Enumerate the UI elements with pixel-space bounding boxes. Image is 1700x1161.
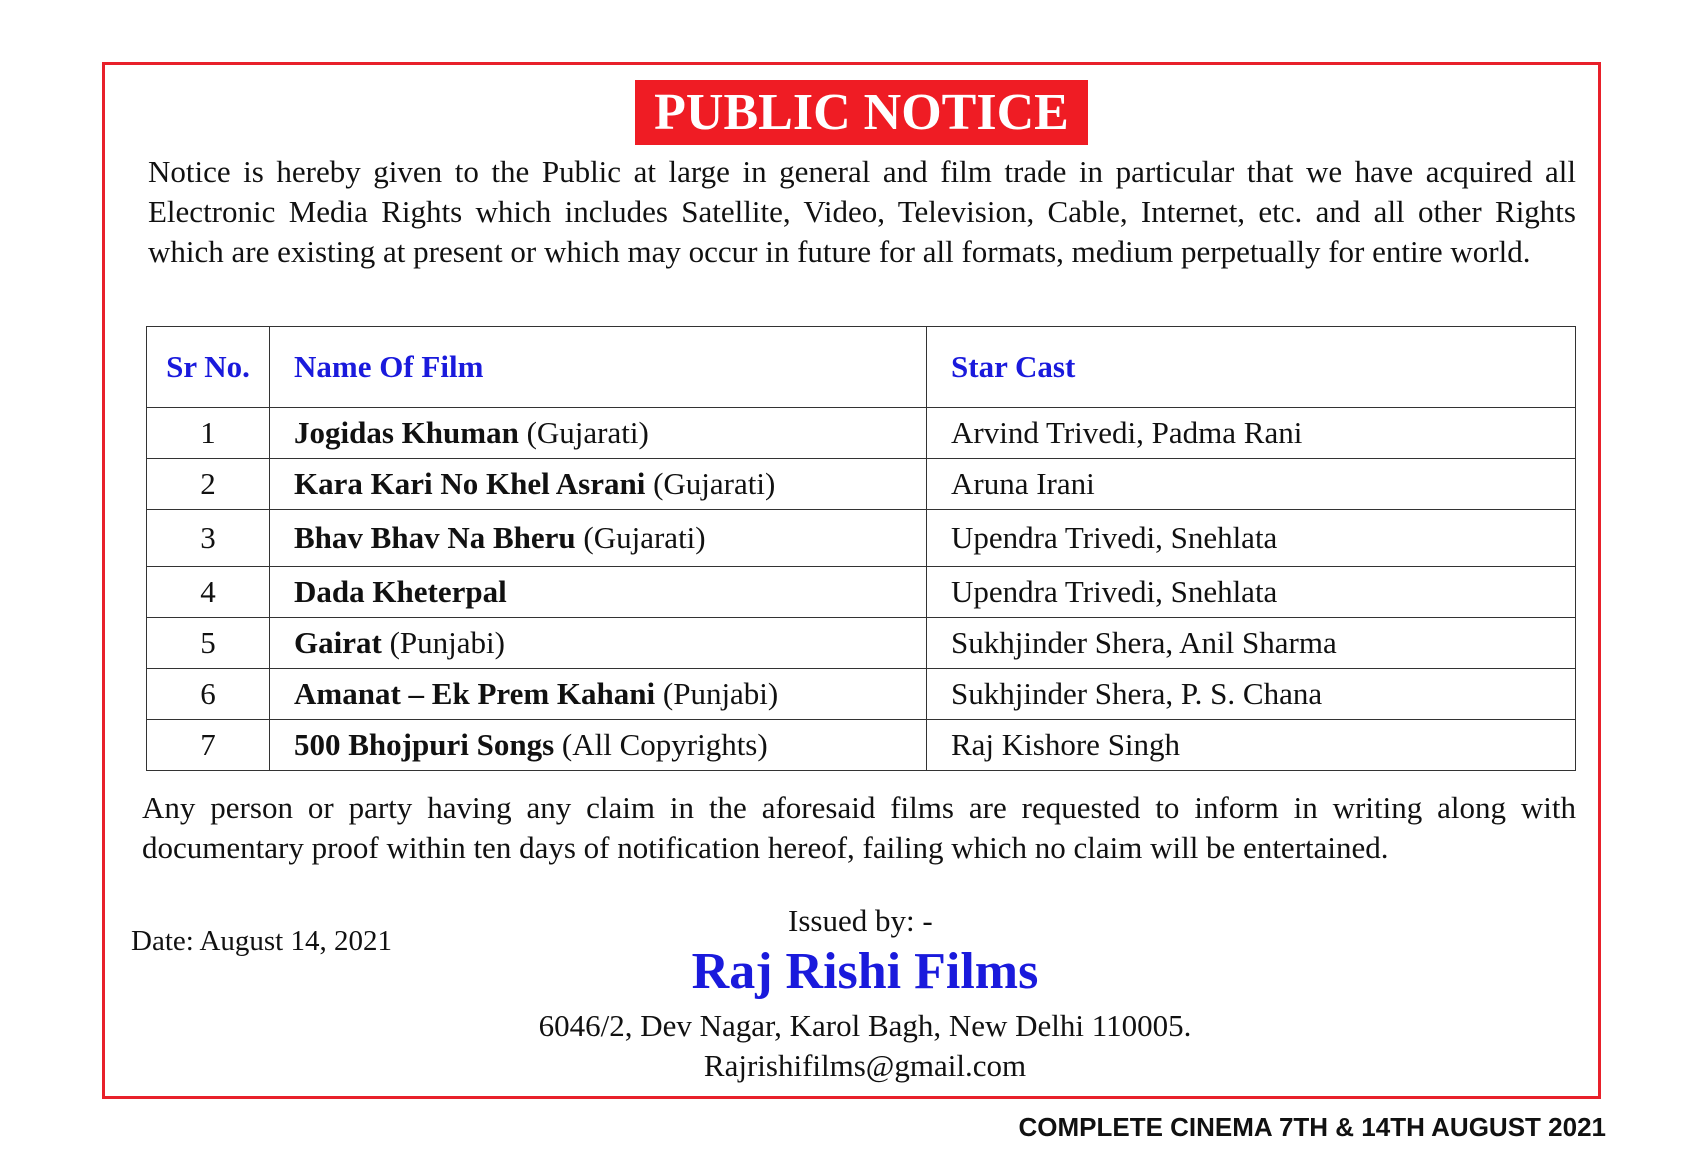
row-sr: 6 [147,669,270,720]
film-title: Amanat – Ek Prem Kahani [294,676,656,711]
issued-by-label: Issued by: - [788,903,933,938]
row-sr: 3 [147,510,270,567]
row-cast: Upendra Trivedi, Snehlata [927,510,1576,567]
table-header-row [147,327,1576,408]
header-sr-no: Sr No. [147,327,270,408]
film-title: Jogidas Khuman [294,415,519,450]
row-cast: Sukhjinder Shera, Anil Sharma [927,618,1576,669]
table-row [147,618,1576,669]
claim-paragraph: Any person or party having any claim in the aforesaid films are requested to inform in writing along with documentary proof within ten days of notification hereof, failing which no claim will be entertained. [142,790,1576,865]
film-language: (Punjabi) [655,676,779,711]
row-film [270,510,927,567]
row-cast: Sukhjinder Shera, P. S. Chana [927,669,1576,720]
film-title: Kara Kari No Khel Asrani [294,466,646,501]
films-table [146,326,1576,771]
film-language: (Gujarati) [575,520,706,555]
row-film [270,408,927,459]
film-title: 500 Bhojpuri Songs [294,727,555,762]
header-film-name: Name Of Film [270,327,927,408]
row-cast: Aruna Irani [927,459,1576,510]
intro-paragraph: Notice is hereby given to the Public at large in general and film trade in particular that we have acquired all Electronic Media Rights which includes Satellite, Video, Television, Cable, Internet, etc. and all other Rights which are existing at present or which may occur in future for all formats, medium perpetually for entire world. [148,154,1576,269]
row-sr: 2 [147,459,270,510]
row-film [270,618,927,669]
film-language: (Gujarati) [645,466,776,501]
row-cast: Arvind Trivedi, Padma Rani [927,408,1576,459]
header-star-cast: Star Cast [927,327,1576,408]
row-film [270,669,927,720]
row-film [270,567,927,618]
company-name: Raj Rishi Films [691,943,1039,1000]
film-language: (Punjabi) [381,625,505,660]
film-title: Dada Kheterpal [294,574,507,609]
film-language: (Gujarati) [518,415,649,450]
notice-date: Date: August 14, 2021 [131,925,392,957]
table-row [147,408,1576,459]
film-title: Gairat [294,625,382,660]
notice-title: PUBLIC NOTICE [635,80,1088,145]
row-sr: 1 [147,408,270,459]
company-email: Rajrishifilms@gmail.com [703,1048,1027,1083]
row-cast: Upendra Trivedi, Snehlata [927,567,1576,618]
film-title: Bhav Bhav Na Bheru [294,520,576,555]
row-sr: 7 [147,720,270,771]
table-row [147,669,1576,720]
row-sr: 4 [147,567,270,618]
row-sr: 5 [147,618,270,669]
row-film [270,459,927,510]
row-film [270,720,927,771]
table-row [147,510,1576,567]
publication-footer: COMPLETE CINEMA 7TH & 14TH AUGUST 2021 [1018,1112,1606,1142]
company-address: 6046/2, Dev Nagar, Karol Bagh, New Delhi 110005. [538,1008,1192,1043]
row-cast: Raj Kishore Singh [927,720,1576,771]
table-row [147,720,1576,771]
table-row [147,459,1576,510]
film-language: (All Copyrights) [554,727,768,762]
table-row [147,567,1576,618]
